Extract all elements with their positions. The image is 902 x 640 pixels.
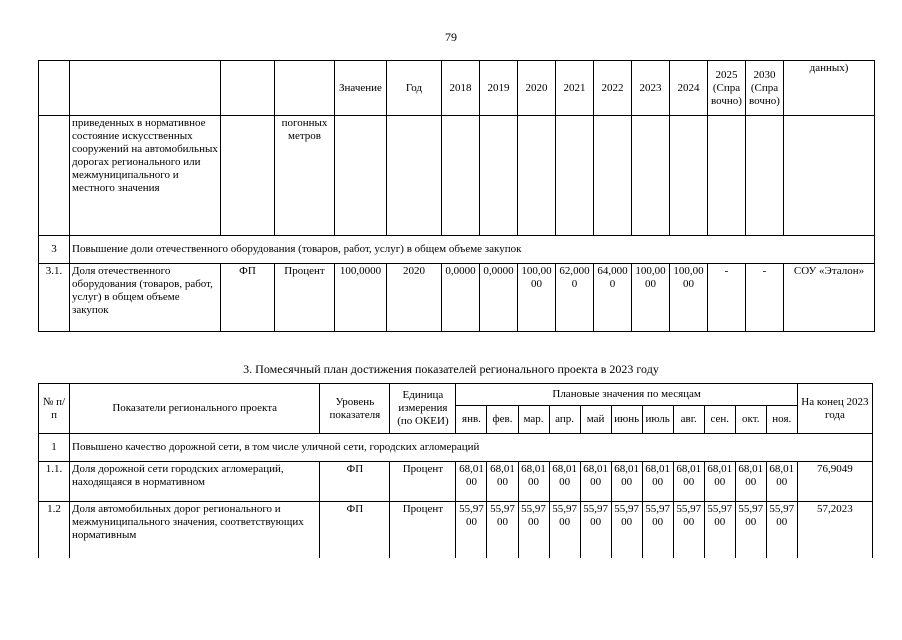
header-2020: 2020 (518, 61, 556, 116)
month-value: 68,0100 (518, 462, 549, 502)
header-2024: 2024 (670, 61, 708, 116)
year-end-value: 57,2023 (797, 502, 872, 560)
indicator-level: ФП (221, 264, 275, 332)
month-value: 55,9700 (518, 502, 549, 560)
value-2030: - (746, 264, 784, 332)
month-jun: июнь (611, 406, 642, 434)
month-value: 68,0100 (642, 462, 673, 502)
section-row (39, 434, 873, 462)
indicator-unit: Процент (275, 264, 335, 332)
header-level: Уровень показателя (320, 384, 390, 434)
month-oct: окт. (735, 406, 766, 434)
page-number: 79 (445, 30, 457, 44)
base-year: 2020 (387, 264, 442, 332)
header-value: Значение (335, 61, 387, 116)
section-number: 1 (39, 434, 70, 462)
row-number: 1.2 (39, 502, 70, 560)
indicator-unit: погонных метров (275, 116, 335, 236)
month-value: 68,0100 (487, 462, 518, 502)
indicators-table-continued (38, 60, 875, 332)
section-title: Повышение доли отечественного оборудования (товаров, работ, услуг) в общем объеме закупок (70, 236, 875, 264)
month-value: 55,9700 (487, 502, 518, 560)
month-value: 68,0100 (704, 462, 735, 502)
month-aug: авг. (673, 406, 704, 434)
value-2018: 0,0000 (442, 264, 480, 332)
section-number: 3 (39, 236, 70, 264)
row-number: 3.1. (39, 264, 70, 332)
header-number: № п/п (39, 384, 70, 434)
value-2022: 64,0000 (594, 264, 632, 332)
month-may: май (580, 406, 611, 434)
header-year-end: На конец 2023 года (797, 384, 872, 434)
month-value: 55,9700 (704, 502, 735, 560)
monthly-plan-table (38, 383, 873, 560)
table-row (39, 502, 873, 560)
table-header-row (39, 61, 875, 116)
header-indicator: Показатели регионального проекта (70, 384, 320, 434)
month-value: 68,0100 (766, 462, 797, 502)
header-2023: 2023 (632, 61, 670, 116)
header-year: Год (387, 61, 442, 116)
base-value: 100,0000 (335, 264, 387, 332)
month-value: 68,0100 (549, 462, 580, 502)
indicator-name: Доля автомобильных дорог регионального и межмуниципального значения, соответствующих нормативным (70, 502, 320, 560)
month-nov: ноя. (766, 406, 797, 434)
value-2025: - (708, 264, 746, 332)
header-source: данных) (784, 61, 875, 116)
header-2018: 2018 (442, 61, 480, 116)
section-row (39, 236, 875, 264)
month-sep: сен. (704, 406, 735, 434)
value-2019: 0,0000 (480, 264, 518, 332)
month-value: 55,9700 (580, 502, 611, 560)
indicator-level: ФП (320, 502, 390, 560)
month-value: 55,9700 (456, 502, 487, 560)
header-unit: Единица измерения (по ОКЕИ) (390, 384, 456, 434)
table-header-row (39, 384, 873, 406)
month-value: 55,9700 (673, 502, 704, 560)
header-2030: 2030 (Спра вочно) (746, 61, 784, 116)
month-value: 68,0100 (673, 462, 704, 502)
indicator-level: ФП (320, 462, 390, 502)
indicator-name: Доля дорожной сети городских агломераций, находящаяся в нормативном (70, 462, 320, 502)
table-row (39, 264, 875, 332)
value-2021: 62,0000 (556, 264, 594, 332)
month-feb: фев. (487, 406, 518, 434)
row-number: 1.1. (39, 462, 70, 502)
header-2022: 2022 (594, 61, 632, 116)
month-jul: июль (642, 406, 673, 434)
value-2020: 100,0000 (518, 264, 556, 332)
month-value: 55,9700 (766, 502, 797, 560)
table-row (39, 462, 873, 502)
header-2025: 2025 (Спра вочно) (708, 61, 746, 116)
monthly-plan-title: 3. Помесячный план достижения показателей регионального проекта в 2023 году (243, 362, 659, 376)
month-jan: янв. (456, 406, 487, 434)
month-value: 68,0100 (735, 462, 766, 502)
section-title: Повышено качество дорожной сети, в том числе уличной сети, городских агломераций (70, 434, 873, 462)
value-2023: 100,0000 (632, 264, 670, 332)
indicator-name: Доля отечественного оборудования (товаров, работ, услуг) в общем объеме закупок (70, 264, 221, 332)
value-2024: 100,0000 (670, 264, 708, 332)
indicator-unit: Процент (390, 502, 456, 560)
indicator-unit: Процент (390, 462, 456, 502)
month-value: 55,9700 (549, 502, 580, 560)
header-monthly-plan: Плановые значения по месяцам (456, 384, 797, 406)
month-value: 68,0100 (611, 462, 642, 502)
data-source: СОУ «Эталон» (784, 264, 875, 332)
month-value: 55,9700 (642, 502, 673, 560)
indicator-name: приведенных в нормативное состояние искусственных сооружений на автомобильных дорогах регионального или межмуниципального и местного значения (70, 116, 221, 236)
month-apr: апр. (549, 406, 580, 434)
month-value: 55,9700 (735, 502, 766, 560)
month-value: 68,0100 (456, 462, 487, 502)
header-2019: 2019 (480, 61, 518, 116)
table-row (39, 116, 875, 236)
page-bottom-margin (0, 558, 902, 640)
month-value: 68,0100 (580, 462, 611, 502)
month-mar: мар. (518, 406, 549, 434)
header-2021: 2021 (556, 61, 594, 116)
year-end-value: 76,9049 (797, 462, 872, 502)
month-value: 55,9700 (611, 502, 642, 560)
